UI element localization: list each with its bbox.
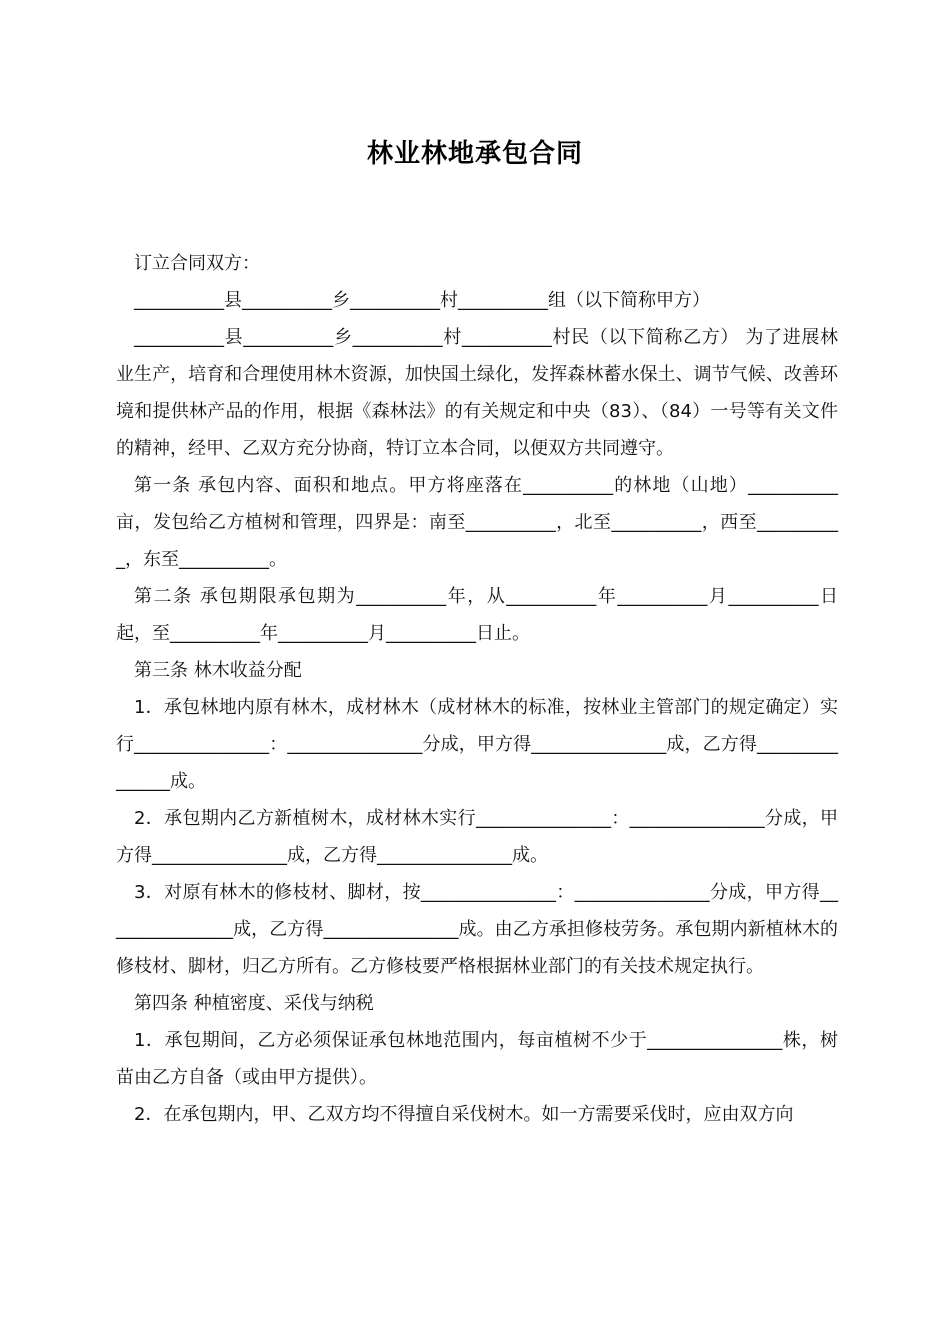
- paragraph-article-3-heading: 第三条 林木收益分配: [134, 660, 302, 681]
- paragraph-party-b-purpose: __________县__________乡__________村__________村民（以下简称乙方） 为了进展林业生产，培育和合理使用林木资源，加快国土绿化，发挥森林蓄水保土、调节气候、改善环境和提供林产品的作用，根据《森林法》的有关规定和中央（83）、（84）一号等有关文件的精神，经甲、乙双方充分协商，特订立本合同，以便双方共同遵守。: [116, 327, 838, 459]
- paragraph-article-3-item-2: 2．承包期内乙方新植树木，成材林木实行_______________：_______________分成，甲方得_______________成，乙方得_______________成。: [116, 808, 838, 866]
- paragraph-article-4-item-2: 2．在承包期内，甲、乙双方均不得擅自采伐树木。如一方需要采伐时，应由双方向: [134, 1104, 794, 1125]
- paragraph-parties-intro: 订立合同双方：: [134, 253, 260, 274]
- paragraph-article-3-item-3: 3．对原有林木的修枝材、脚材，按_______________：_______________分成，甲方得_______________成，乙方得_______________成。由乙方承担修枝劳务。承包期内新植林木的修枝材、脚材，归乙方所有。乙方修枝要严格根据林业部门的有关技术规定执行。: [116, 882, 838, 977]
- document-title: 林业林地承包合同: [366, 139, 583, 169]
- paragraph-article-2: 第二条 承包期限承包期为__________年，从__________年__________月__________日起，至__________年__________月__________日止。: [116, 586, 838, 644]
- paragraph-article-4-heading: 第四条 种植密度、采伐与纳税: [134, 993, 374, 1014]
- paragraph-article-4-item-1: 1．承包期间，乙方必须保证承包林地范围内，每亩植树不少于_______________株，树苗由乙方自备（或由甲方提供）。: [116, 1030, 838, 1088]
- paragraph-article-3-item-1: 1．承包林地内原有林木，成材林木（成材林木的标准，按林业主管部门的规定确定）实行_______________：_______________分成，甲方得_______________成，乙方得_______________成。: [116, 697, 838, 792]
- paragraph-party-a: __________县__________乡__________村__________组（以下简称甲方）: [134, 290, 710, 311]
- paragraph-article-1: 第一条 承包内容、面积和地点。甲方将座落在__________的林地（山地）__________亩，发包给乙方植树和管理，四界是：南至__________，北至__________，西至__________，东至__________。: [116, 475, 838, 570]
- document-body: [116, 245, 838, 1133]
